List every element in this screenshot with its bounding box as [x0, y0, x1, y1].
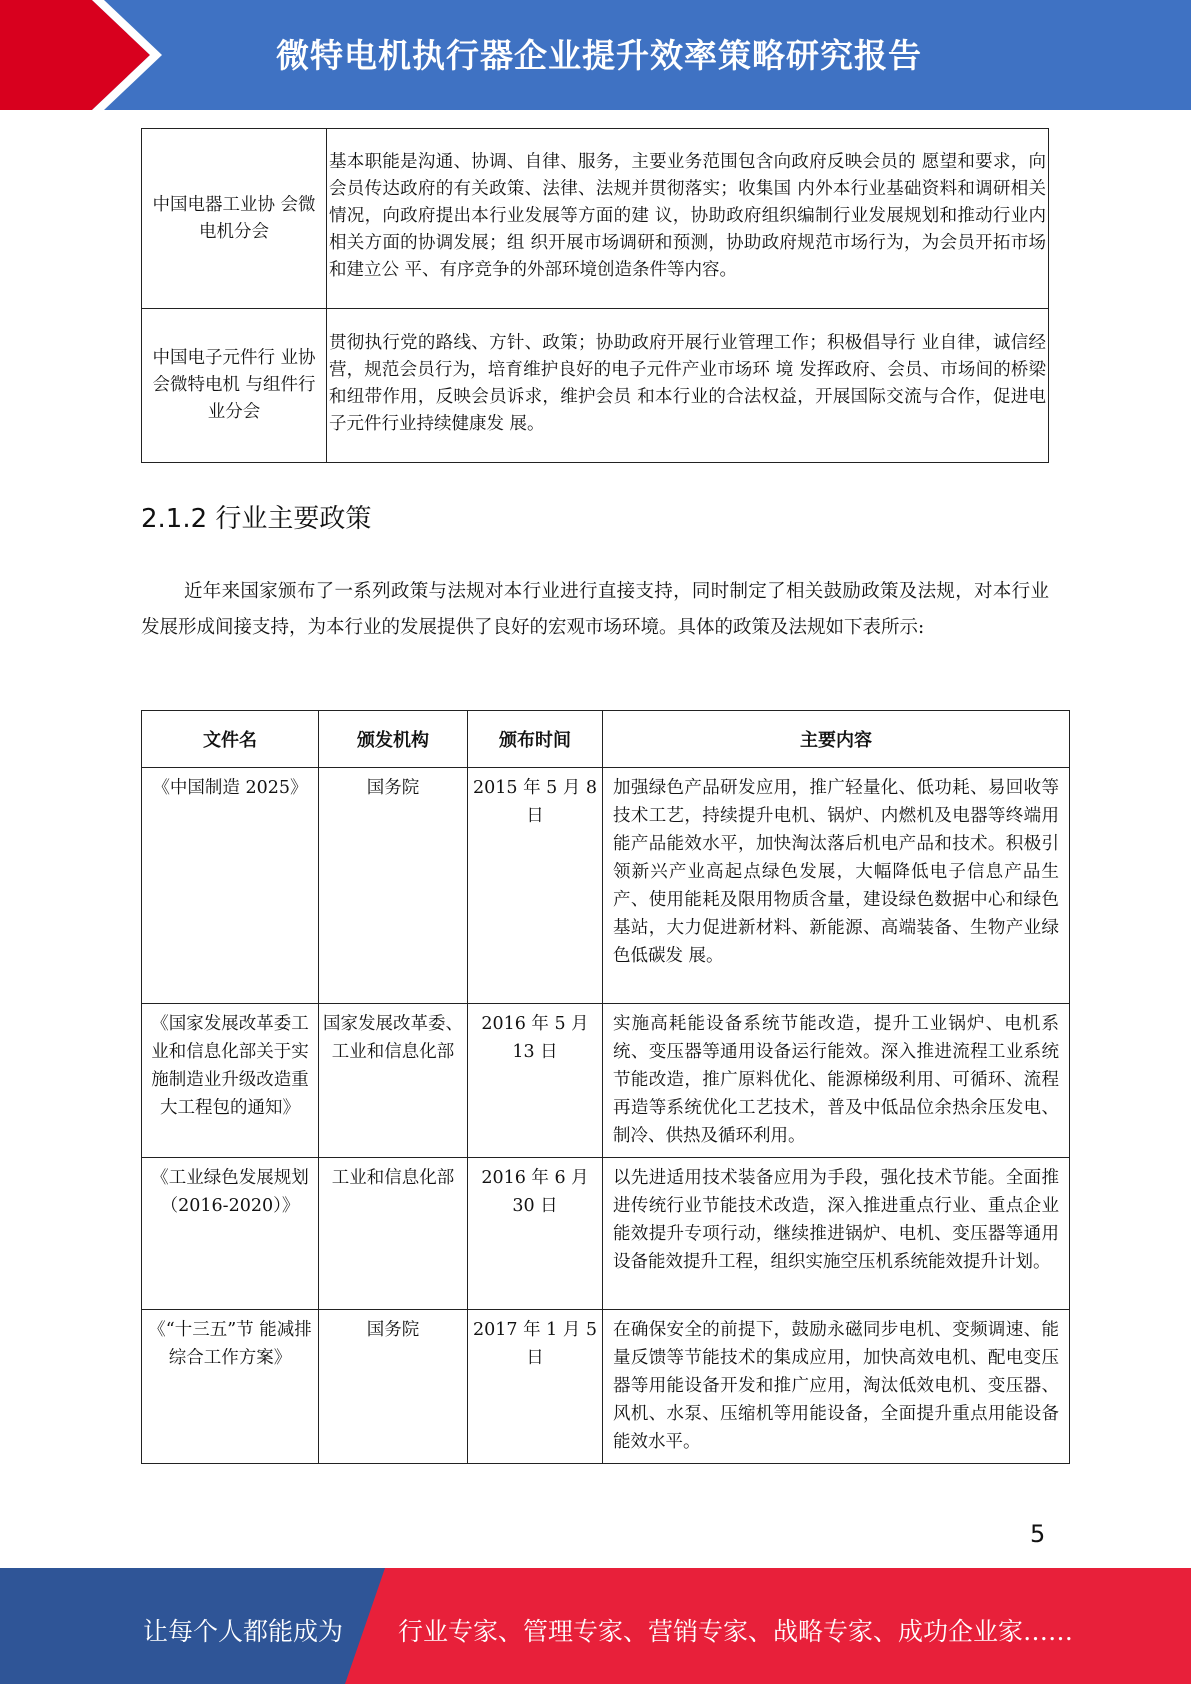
policy-content: 实施高耗能设备系统节能改造，提升工业锅炉、电机系统、变压器等通用设备运行能效。深入推进流程工业系统节能改造，推广原料优化、能源梯级利用、可循环、流程再造等系统优化工艺技术，普及中低品位余热余压发电、制冷、供热及循环利用。	[603, 1004, 1070, 1158]
policy-date: 2016 年 5 月 13 日	[468, 1004, 603, 1158]
intro-paragraph: 近年来国家颁布了一系列政策与法规对本行业进行直接支持，同时制定了相关鼓励政策及法规，对本行业发展形成间接支持，为本行业的发展提供了良好的宏观市场环境。具体的政策及法规如下表所示:	[141, 581, 1049, 638]
page-header	[0, 0, 1191, 110]
table-row	[142, 309, 1049, 463]
policy-agency: 工业和信息化部	[319, 1158, 468, 1310]
section-heading: 2.1.2 行业主要政策	[141, 504, 372, 534]
column-header-date: 颁布时间	[468, 711, 603, 768]
table-row	[142, 1004, 1070, 1158]
association-name: 中国电器工业协 会微电机分会	[142, 129, 327, 309]
policy-name: 《国家发展改革委工业和信息化部关于实施制造业升级改造重大工程包的通知》	[142, 1004, 319, 1158]
policy-name: 《“十三五”节 能减排综合工作方案》	[142, 1310, 319, 1464]
association-table	[141, 128, 1049, 463]
policy-agency: 国务院	[319, 768, 468, 1004]
policy-date: 2016 年 6 月 30 日	[468, 1158, 603, 1310]
policy-content: 在确保安全的前提下，鼓励永磁同步电机、变频调速、能量反馈等节能技术的集成应用，加快高效电机、配电变压器等用能设备开发和推广应用，淘汰低效电机、变压器、风机、水泵、压缩机等用能设备，全面提升重点用能设备能效水平。	[603, 1310, 1070, 1464]
association-description: 基本职能是沟通、协调、自律、服务，主要业务范围包含向政府反映会员的 愿望和要求，向会员传达政府的有关政策、法律、法规并贯彻落实；收集国 内外本行业基础资料和调研相关情况，向政府提出本行业发展等方面的建 议，协助政府组织编制行业发展规划和推动行业内相关方面的协调发展；组 织开展市场调研和预测，协助政府规范市场行为，为会员开拓市场和建立公 平、有序竞争的外部环境创造条件等内容。	[327, 129, 1049, 309]
policy-date: 2015 年 5 月 8 日	[468, 768, 603, 1004]
column-header-agency: 颁发机构	[319, 711, 468, 768]
table-row	[142, 768, 1070, 1004]
policy-date: 2017 年 1 月 5 日	[468, 1310, 603, 1464]
policy-agency: 国家发展改革委、工业和信息化部	[319, 1004, 468, 1158]
policy-content: 以先进适用技术装备应用为手段，强化技术节能。全面推进传统行业节能技术改造，深入推进重点行业、重点企业能效提升专项行动，继续推进锅炉、电机、变压器等通用设备能效提升工程，组织实施空压机系统能效提升计划。	[603, 1158, 1070, 1310]
table-row	[142, 1158, 1070, 1310]
column-header-name: 文件名	[142, 711, 319, 768]
association-name: 中国电子元件行 业协会微特电机 与组件行业分会	[142, 309, 327, 463]
policy-table	[141, 710, 1070, 1464]
footer-slogan-left: 让每个人都能成为	[143, 1617, 344, 1646]
column-header-content: 主要内容	[603, 711, 1070, 768]
page-footer	[0, 1568, 1191, 1684]
policy-name: 《工业绿色发展规划（2016-2020）》	[142, 1158, 319, 1310]
table-row	[142, 129, 1049, 309]
table-row	[142, 1310, 1070, 1464]
table-header-row	[142, 711, 1070, 768]
report-title: 微特电机执行器企业提升效率策略研究报告	[276, 36, 922, 75]
policy-name: 《中国制造 2025》	[142, 768, 319, 1004]
page-number: 5	[1030, 1520, 1046, 1548]
footer-slogan-right: 行业专家、管理专家、营销专家、战略专家、成功企业家……	[398, 1617, 1074, 1646]
association-description: 贯彻执行党的路线、方针、政策；协助政府开展行业管理工作；积极倡导行 业自律，诚信经营，规范会员行为，培育维护良好的电子元件产业市场环 境 发挥政府、会员、市场间的桥梁和纽带作用，反映会员诉求，维护会员 和本行业的合法权益，开展国际交流与合作，促进电子元件行业持续健康发 展。	[327, 309, 1049, 463]
policy-agency: 国务院	[319, 1310, 468, 1464]
policy-content: 加强绿色产品研发应用，推广轻量化、低功耗、易回收等技术工艺，持续提升电机、锅炉、内燃机及电器等终端用能产品能效水平，加快淘汰落后机电产品和技术。积极引领新兴产业高起点绿色发展，大幅降低电子信息产品生产、使用能耗及限用物质含量，建设绿色数据中心和绿色基站，大力促进新材料、新能源、高端装备、生物产业绿色低碳发 展。	[603, 768, 1070, 1004]
